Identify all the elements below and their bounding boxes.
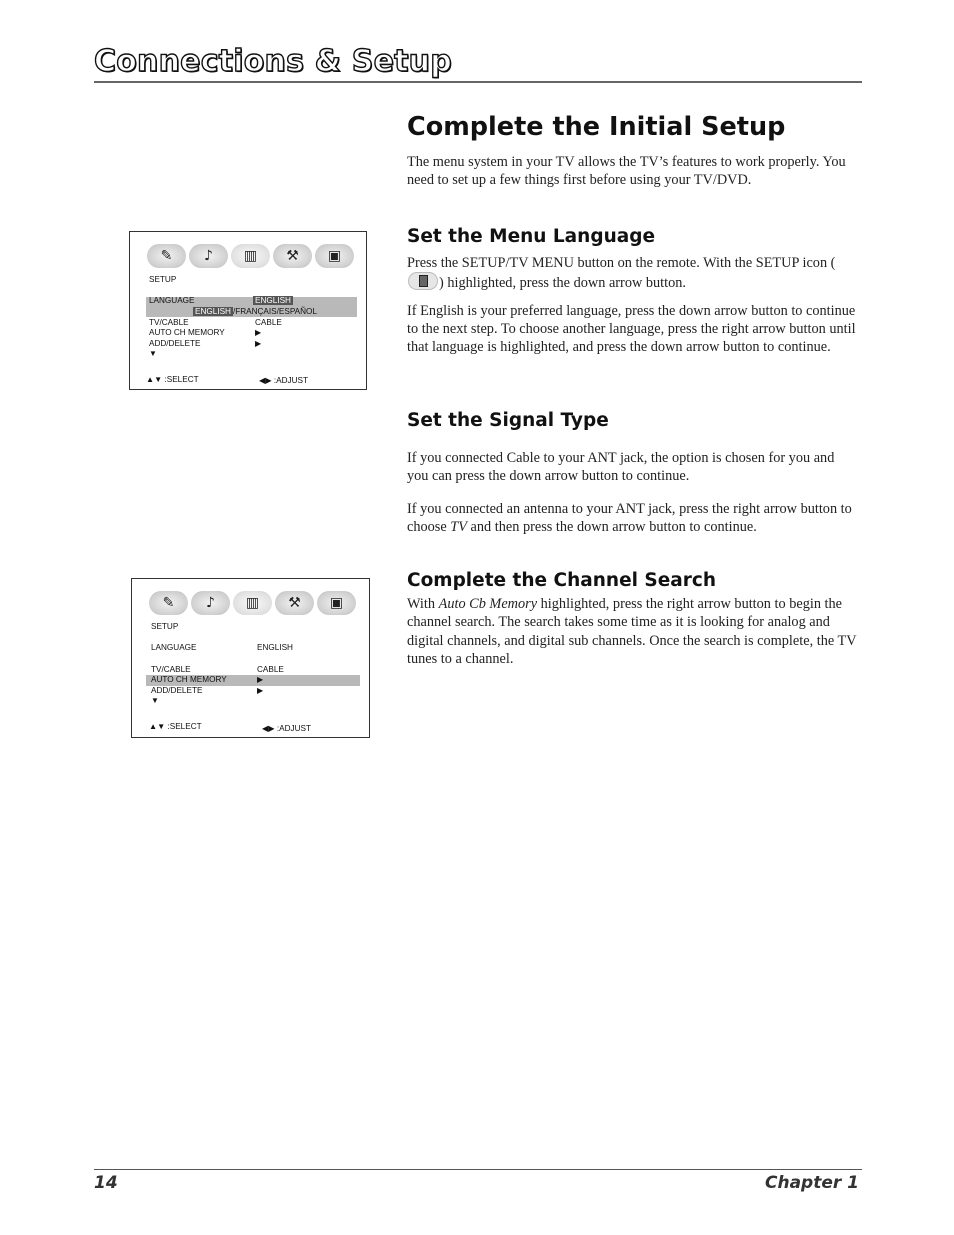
signal-type-body — [407, 449, 859, 536]
select-hint: ▲▼ :SELECT — [146, 375, 199, 384]
tvcable-value: CABLE — [255, 318, 282, 327]
picture-icon: ✎ — [149, 591, 188, 615]
setup-icon: ▥ — [233, 591, 272, 615]
right-arrow-icon: ▶ — [255, 328, 262, 337]
tvcable-label: TV/CABLE — [151, 665, 191, 674]
signal-type-p1: If you connected Cable to your ANT jack, the option is chosen for you and you can press the down arrow button to continue. — [407, 450, 835, 485]
menu-icon-row — [147, 244, 354, 268]
menu-language-p1: Press the SETUP/TV MENU button on the remote. With the SETUP icon () highlighted, press the down arrow button. — [407, 255, 836, 292]
add-delete-label: ADD/DELETE — [149, 339, 201, 348]
menu-screen-language — [129, 231, 367, 390]
channel-search-p1: With Auto Cb Memory highlighted, press the right arrow button to begin the channel search. The search takes some time as it is looking for analog and digital channels, and digital sub channels. Once the search is complete, the TV tunes to a channel. — [407, 596, 857, 667]
heading-signal-type: Set the Signal Type — [407, 410, 609, 431]
language-option-selected: ENGLISH — [195, 307, 231, 316]
language-value: ENGLISH — [257, 643, 293, 652]
setup-icon: ▥ — [231, 244, 270, 268]
audio-icon: ♪ — [191, 591, 230, 615]
tools-icon: ⚒ — [273, 244, 312, 268]
heading-menu-language: Set the Menu Language — [407, 226, 656, 247]
footer-divider — [94, 1169, 862, 1170]
menu-title: SETUP — [149, 275, 177, 284]
heading-channel-search: Complete the Channel Search — [407, 570, 717, 591]
auto-ch-memory-label: AUTO CH MEMORY — [151, 675, 227, 684]
menu-title: SETUP — [151, 622, 179, 631]
language-option-rest: /FRANÇAIS/ESPAÑOL — [232, 307, 317, 316]
picture-icon: ✎ — [147, 244, 186, 268]
language-options — [193, 307, 317, 316]
main-content — [407, 112, 859, 667]
tools-icon: ⚒ — [275, 591, 314, 615]
lock-icon: ▣ — [317, 591, 356, 615]
setup-icon — [408, 272, 438, 290]
down-arrow-icon: ▼ — [151, 696, 159, 705]
lock-icon: ▣ — [315, 244, 354, 268]
signal-type-p2: If you connected an antenna to your ANT jack, press the right arrow button to choose TV and then press the down arrow button to continue. — [407, 500, 852, 535]
menu-icon-row — [149, 591, 356, 615]
language-label: LANGUAGE — [149, 296, 195, 305]
adjust-hint: ◀▶ :ADJUST — [259, 376, 308, 385]
chapter-label: Chapter 1 — [764, 1173, 859, 1193]
header-divider — [94, 81, 862, 83]
menu-language-body — [407, 254, 859, 356]
adjust-hint: ◀▶ :ADJUST — [262, 724, 311, 733]
language-label: LANGUAGE — [151, 643, 197, 652]
audio-icon: ♪ — [189, 244, 228, 268]
channel-search-body — [407, 595, 859, 668]
chapter-header: Connections & Setup — [94, 44, 452, 79]
menu-language-p2: If English is your preferred language, press the down arrow button to continue to the next step. To choose another language, press the right arrow button until that language is highlighted, and press the down arrow button to continue. — [407, 302, 856, 356]
auto-ch-memory-label: AUTO CH MEMORY — [149, 328, 225, 337]
tvcable-value: CABLE — [257, 665, 284, 674]
select-hint: ▲▼ :SELECT — [149, 722, 202, 731]
right-arrow-icon: ▶ — [257, 675, 264, 684]
page-number: 14 — [94, 1173, 118, 1193]
menu-screen-channel-search — [131, 578, 370, 738]
page-title: Complete the Initial Setup — [407, 112, 786, 142]
language-value: ENGLISH — [255, 296, 291, 305]
tvcable-label: TV/CABLE — [149, 318, 189, 327]
add-delete-label: ADD/DELETE — [151, 686, 203, 695]
right-arrow-icon: ▶ — [255, 339, 262, 348]
right-arrow-icon: ▶ — [257, 686, 264, 695]
down-arrow-icon: ▼ — [149, 349, 157, 358]
intro-paragraph: The menu system in your TV allows the TV’s features to work properly. You need to set up a few things first before using your TV/DVD. — [407, 154, 846, 189]
